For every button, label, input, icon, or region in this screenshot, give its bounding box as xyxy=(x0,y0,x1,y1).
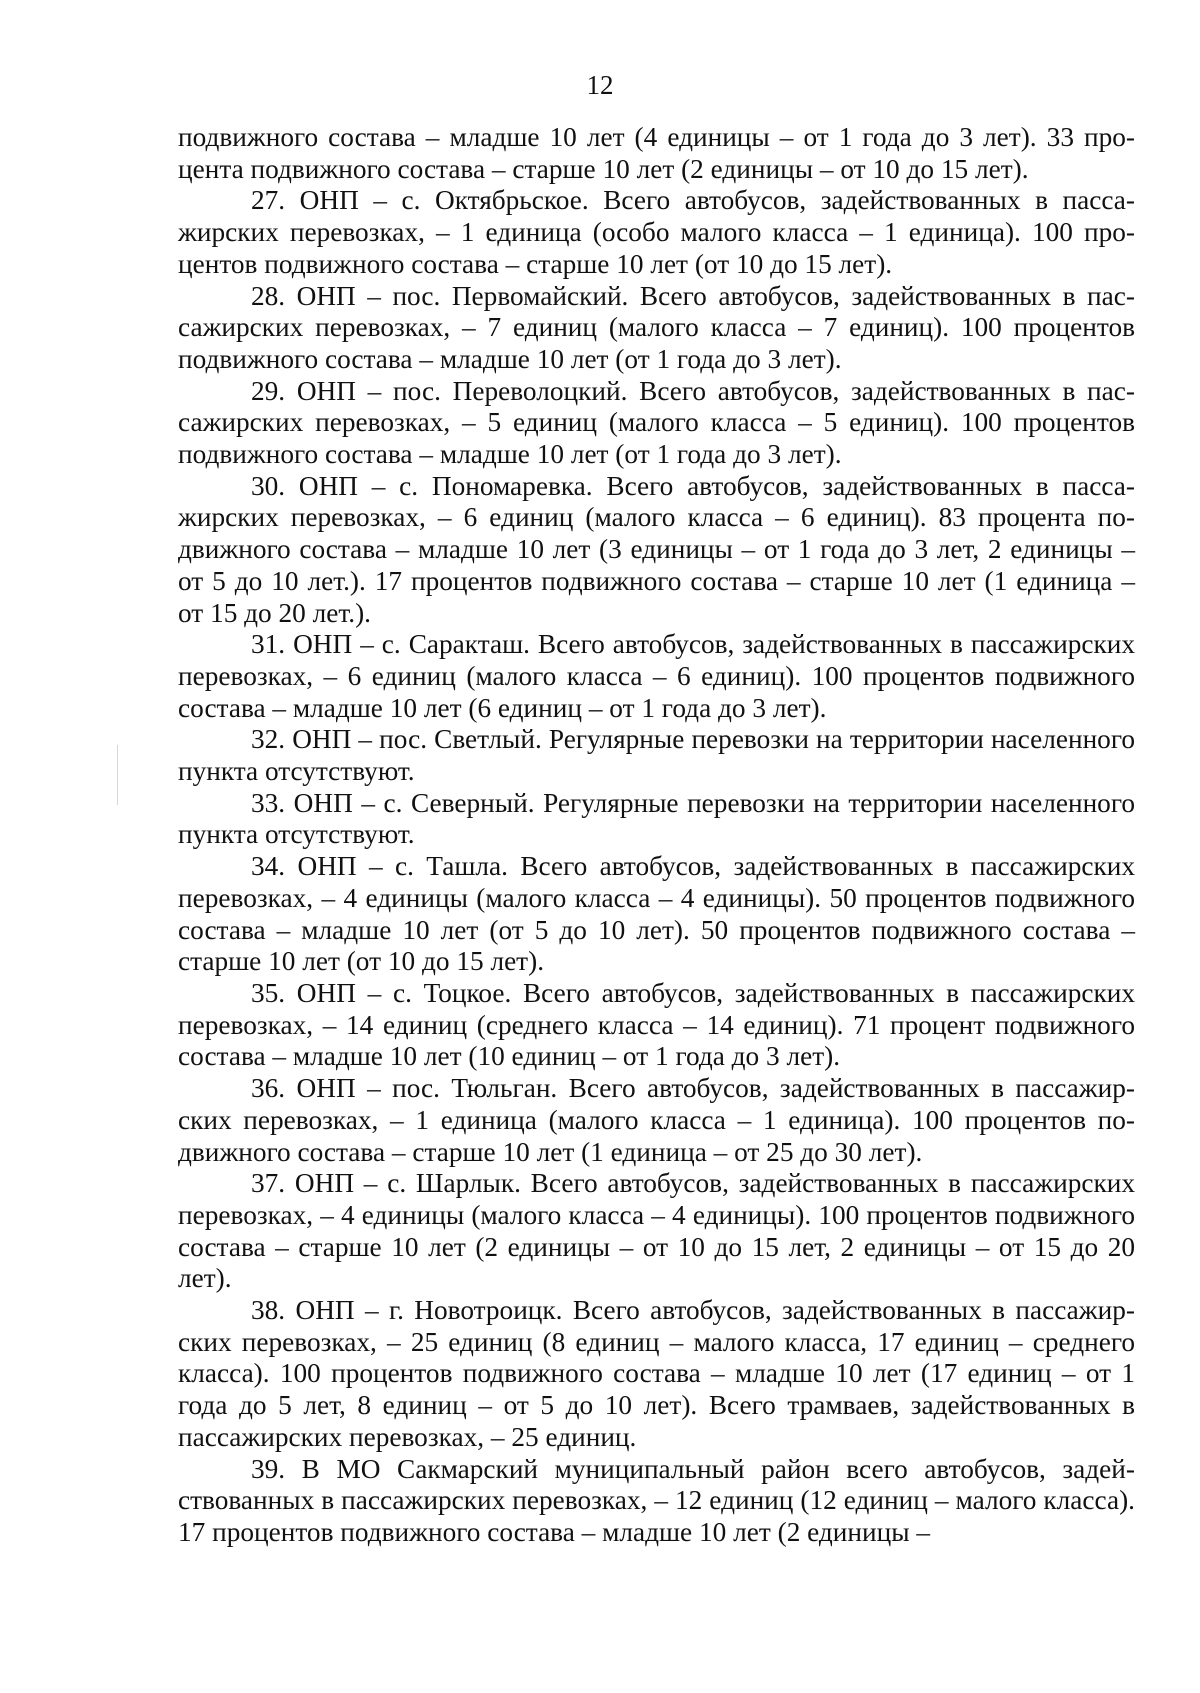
paragraph-item-27: 27. ОНП – с. Октябрьское. Всего автобусов, задействованных в пассажирских перевозках, – 1 единица (особо малого класса – 1 единица). 100 процентов подвижного состава – старше 10 лет (от 10 до 15 лет). xyxy=(178,185,1135,279)
paragraph-item-37: 37. ОНП – с. Шарлык. Всего автобусов, задействованных в пассажирских перевозках, – 4 единицы (малого класса – 4 единицы). 100 процентов подвижного состава – старше 10 лет (2 единицы – от 10 до 15 лет, 2 единицы – от 15 до 20 лет). xyxy=(178,1168,1135,1294)
paragraph-item-36: 36. ОНП – пос. Тюльган. Всего автобусов, задействованных в пассажирских перевозках, – 1 единица (малого класса – 1 единица). 100 процентов подвижного состава – старше 10 лет (1 единица – от 25 до 30 лет). xyxy=(178,1073,1135,1167)
paragraph-item-30: 30. ОНП – с. Пономаревка. Всего автобусов, задействованных в пассажирских перевозках, – 6 единиц (малого класса – 6 единиц). 83 процента подвижного состава – младше 10 лет (3 единицы – от 1 года до 3 лет, 2 единицы – от 5 до 10 лет.). 17 процентов подвижного состава – старше 10 лет (1 единица – от 15 до 20 лет.). xyxy=(178,470,1135,628)
paragraph-item-35: 35. ОНП – с. Тоцкое. Всего автобусов, задействованных в пассажирских перевозках, – 14 единиц (среднего класса – 14 единиц). 71 процент подвижного состава – младше 10 лет (10 единиц – от 1 года до 3 лет). xyxy=(178,977,1135,1072)
paragraph-item-34: 34. ОНП – с. Ташла. Всего автобусов, задействованных в пассажирских перевозках, – 4 единицы (малого класса – 4 единицы). 50 процентов подвижного состава – младше 10 лет (от 5 до 10 лет). 50 процентов подвижного состава – старше 10 лет (от 10 до 15 лет). xyxy=(178,851,1135,977)
document-body xyxy=(178,122,1135,1549)
paragraph-item-28: 28. ОНП – пос. Первомайский. Всего автобусов, задействованных в пассажирских перевозках, – 7 единиц (малого класса – 7 единиц). 100 процентов подвижного состава – младше 10 лет (от 1 года до 3 лет). xyxy=(178,280,1135,374)
paragraph-item-33: 33. ОНП – с. Северный. Регулярные перевозки на территории населенного пункта отсутствуют. xyxy=(178,787,1135,850)
page-number: 12 xyxy=(586,70,614,100)
paragraph-item-32: 32. ОНП – пос. Светлый. Регулярные перевозки на территории населенного пункта отсутствуют. xyxy=(178,724,1135,787)
margin-scan-line xyxy=(117,745,118,805)
paragraph-continuation: подвижного состава – младше 10 лет (4 единицы – от 1 года до 3 лет). 33 процента подвижного состава – старше 10 лет (2 единицы – от 10 до 15 лет). xyxy=(178,122,1135,184)
paragraph-item-31: 31. ОНП – с. Саракташ. Всего автобусов, задействованных в пассажирских перевозках, – 6 единиц (малого класса – 6 единиц). 100 процентов подвижного состава – младше 10 лет (6 единиц – от 1 года до 3 лет). xyxy=(178,629,1135,723)
paragraph-item-29: 29. ОНП – пос. Переволоцкий. Всего автобусов, задействованных в пассажирских перевозках, – 5 единиц (малого класса – 5 единиц). 100 процентов подвижного состава – младше 10 лет (от 1 года до 3 лет). xyxy=(178,375,1135,470)
paragraph-item-39: 39. В МО Сакмарский муниципальный район всего автобусов, задействованных в пассажирских перевозках, – 12 единиц (12 единиц – малого класса). 17 процентов подвижного состава – младше 10 лет (2 единицы – xyxy=(178,1453,1135,1547)
paragraph-item-38: 38. ОНП – г. Новотроицк. Всего автобусов, задействованных в пассажирских перевозках, – 25 единиц (8 единиц – малого класса, 17 единиц – среднего класса). 100 процентов подвижного состава – младше 10 лет (17 единиц – от 1 года до 5 лет, 8 единиц – от 5 до 10 лет). Всего трамваев, задействованных в пассажирских перевозках, – 25 единиц. xyxy=(178,1295,1135,1452)
